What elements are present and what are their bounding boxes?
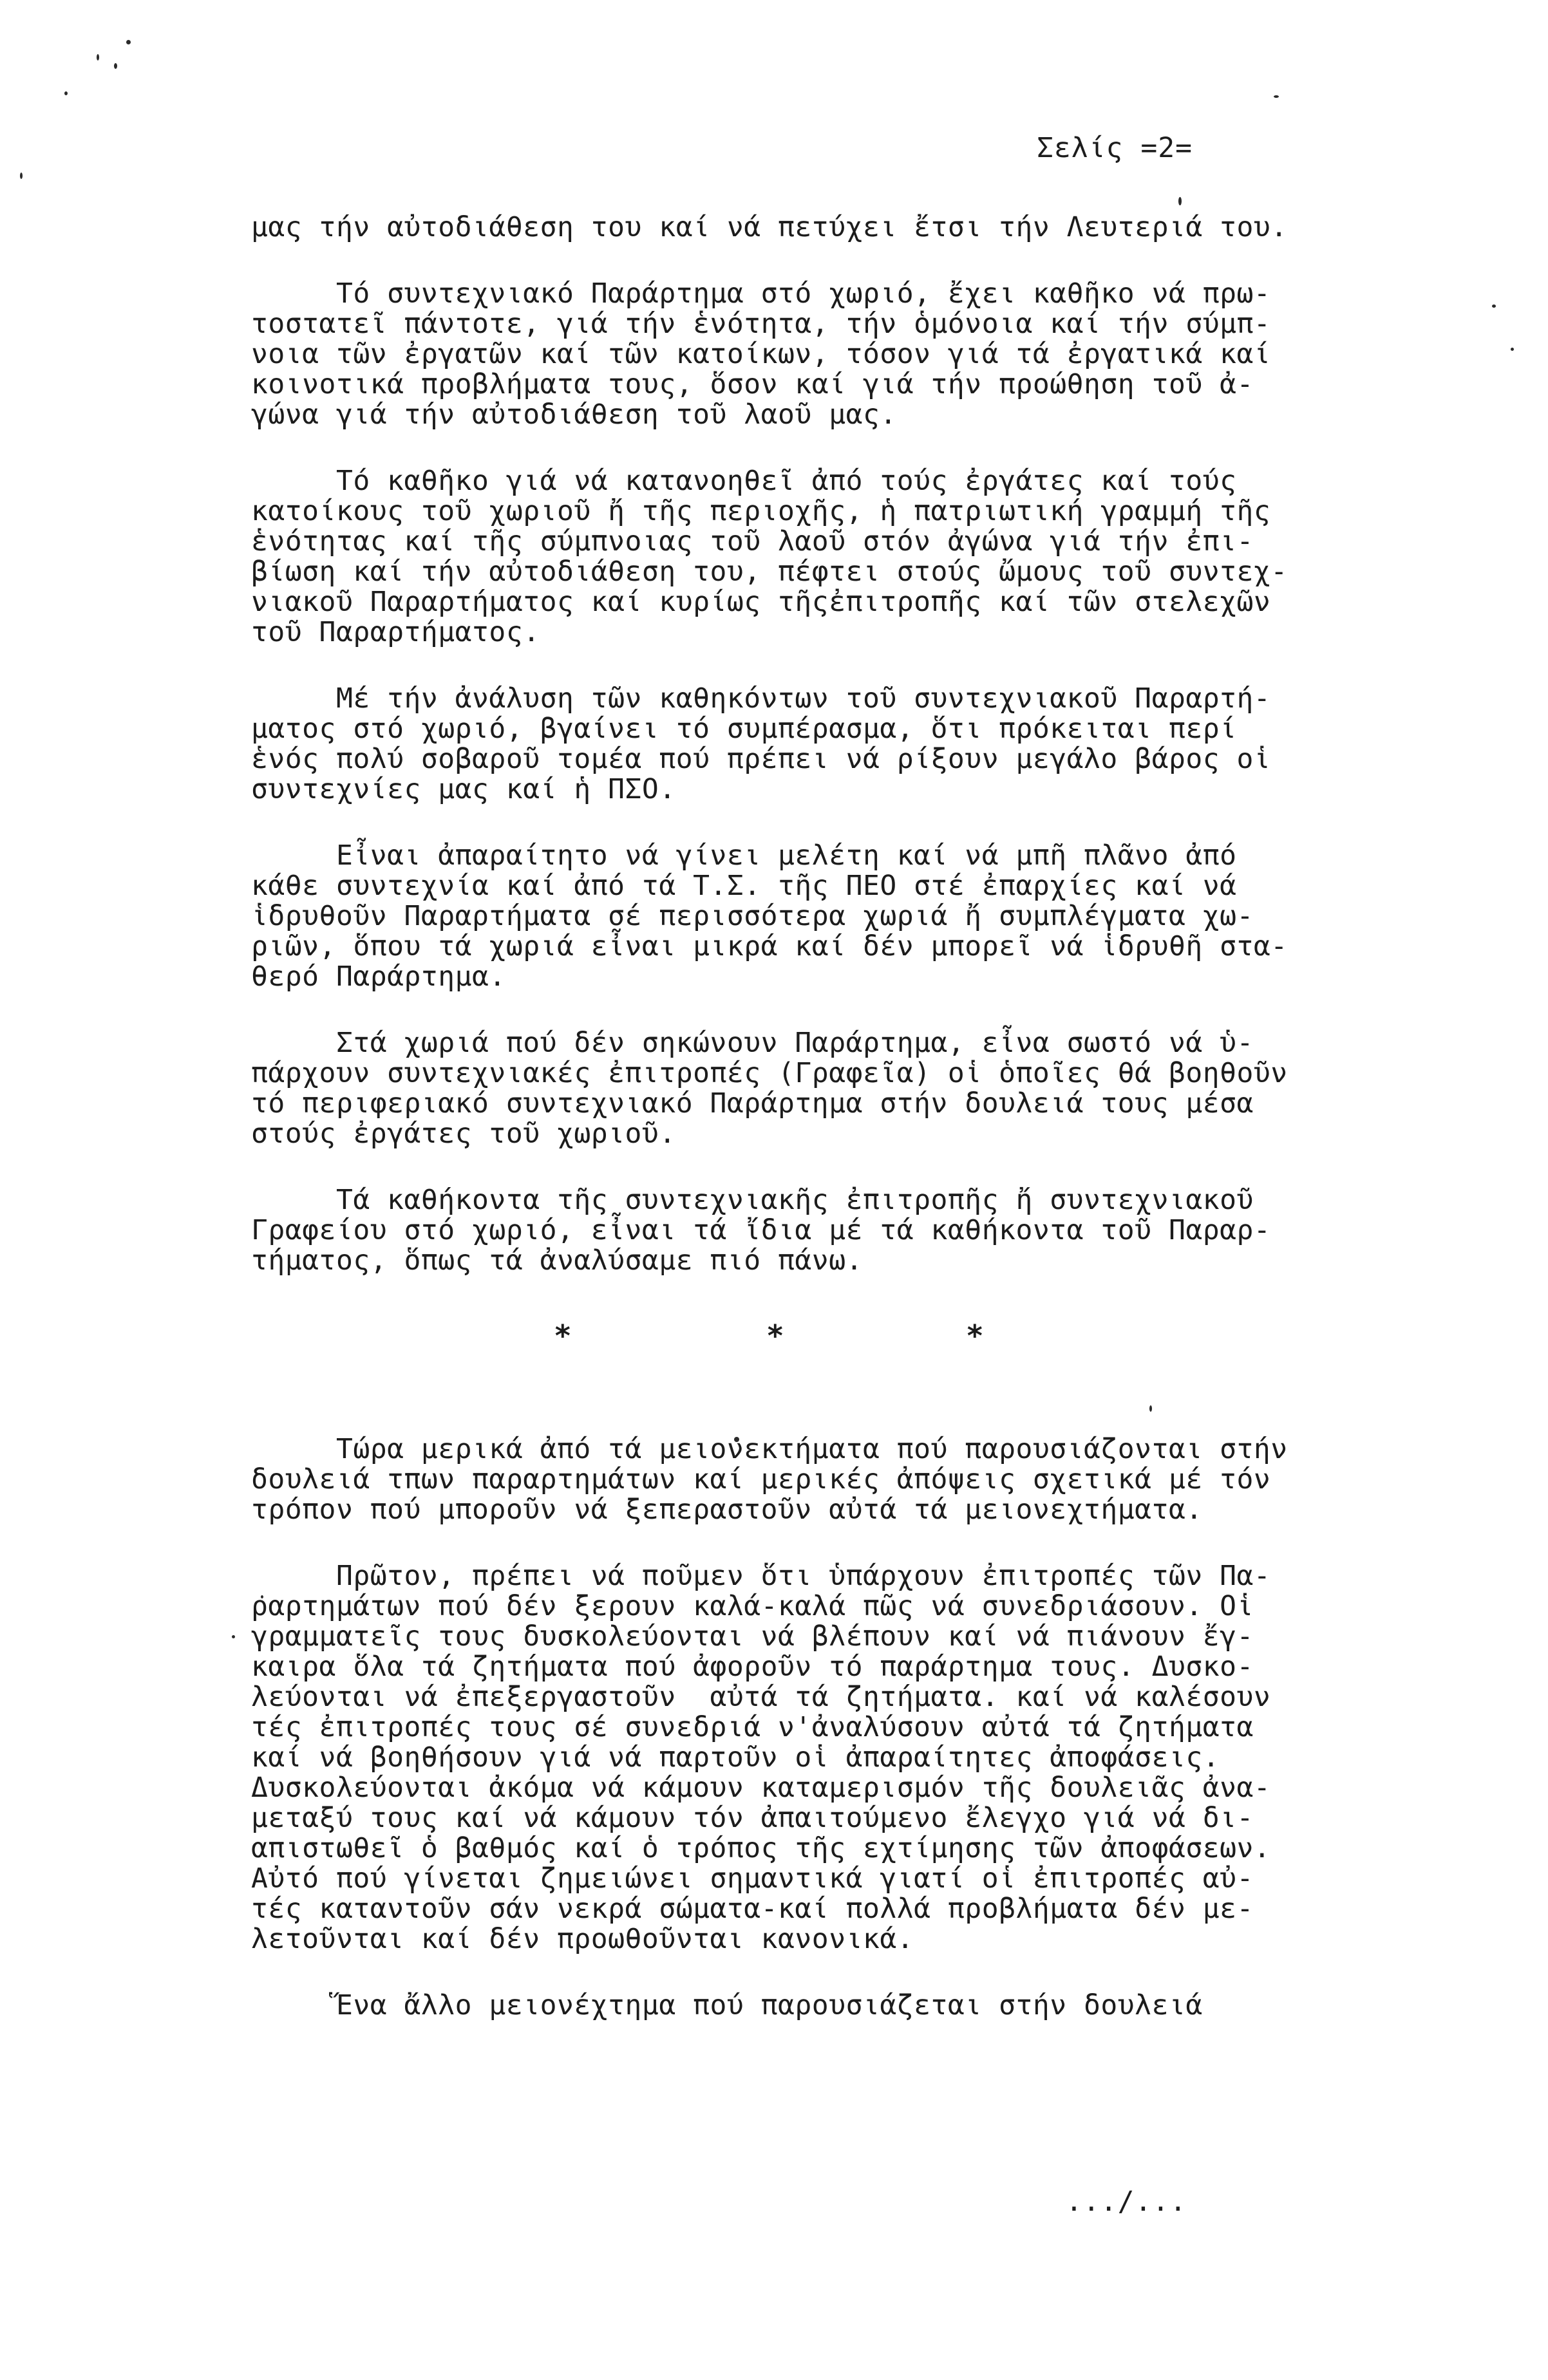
scan-speck <box>1178 197 1182 205</box>
text-line: νιακοῦ Παραρτήματος καί κυρίως τῆςἐπιτροπῆς καί τῶν στελεχῶν <box>251 586 1271 618</box>
text-line: λετοῦνται καί δέν προωθοῦνται κανονικά. <box>251 1923 914 1955</box>
text-line: κοινοτικά προβλήματα τους, ὅσον καί γιά τήν προώθηση τοῦ ἀ- <box>251 368 1254 400</box>
text-line: καιρα ὅλα τά ζητήματα πού ἀφοροῦν τό παράρτημα τους. Δυσκο- <box>251 1651 1254 1683</box>
text-line: ἑνός πολύ σοβαροῦ τομέα πού πρέπει νά ρίξουν μεγάλο βάρος οἱ <box>251 743 1271 775</box>
separator-asterisk: * <box>554 1318 572 1353</box>
body-text <box>251 212 1462 2057</box>
text-line: θερό Παράρτημα. <box>251 960 506 993</box>
text-line: συντεχνίες μας καί ἡ ΠΣΟ. <box>251 773 676 805</box>
text-line: τοστατεῖ πάντοτε, γιά τήν ἑνότητα, τήν ὁμόνοια καί τήν σύμπ- <box>251 308 1271 340</box>
scan-speck <box>1511 348 1514 351</box>
text-line: Δυσκολεύονται ἀκόμα νά κάμουν καταμερισμόν τῆς δουλειᾶς ἀνα- <box>251 1772 1271 1804</box>
paragraph-1 <box>251 212 1462 243</box>
section-separator <box>251 1312 1462 1409</box>
scan-speck <box>126 40 131 44</box>
page-number: Σελίς =2= <box>1037 132 1193 164</box>
text-line: νοια τῶν ἐργατῶν καί τῶν κατοίκων, τόσον γιά τά ἐργατικά καί <box>251 338 1271 370</box>
text-line: Τώρα μερικά ἀπό τά μειονεκτήματα πού παρουσιάζονται στήν <box>251 1433 1288 1465</box>
text-line: Αὐτό πού γίνεται ζημειώνει σημαντικά γιατί οἱ ἐπιτροπές αὐ- <box>251 1862 1254 1895</box>
text-line: ματος στό χωριό, βγαίνει τό συμπέρασμα, ὅτι πρόκειται περί <box>251 713 1237 745</box>
text-line: τές καταντοῦν σάν νεκρά σώματα-καί πολλά προβλήματα δέν με- <box>251 1893 1254 1925</box>
text-line: Πρῶτον, πρέπει νά ποῦμεν ὅτι ὑπάρχουν ἐπιτροπές τῶν Πα- <box>251 1560 1271 1592</box>
text-line: Γραφείου στό χωριό, εἶναι τά ἴδια μέ τά καθήκοντα τοῦ Παραρ- <box>251 1214 1271 1246</box>
text-line: ἱδρυθοῦν Παραρτήματα σέ περισσότερα χωριά ἤ συμπλέγματα χω- <box>251 900 1254 932</box>
text-line: τήματος, ὅπως τά ἀναλύσαμε πιό πάνω. <box>251 1244 863 1277</box>
paragraph-3 <box>251 466 1462 648</box>
text-line: ριῶν, ὅπου τά χωριά εἶναι μικρά καί δέν μπορεῖ νά ἱδρυθῆ στα- <box>251 930 1288 962</box>
separator-asterisk: * <box>966 1318 984 1353</box>
text-line: τές ἐπιτροπές τους σέ συνεδριά ν'ἀναλύσουν αὐτά τά ζητήματα <box>251 1711 1254 1743</box>
text-line: απιστωθεῖ ὁ βαθμός καί ὁ τρόπος τῆς εχτίμησης τῶν ἀποφάσεων. <box>251 1832 1271 1864</box>
text-line: δουλειά τπων παραρτημάτων καί μερικές ἀπόψεις σχετικά μέ τόν <box>251 1463 1271 1495</box>
scan-speck <box>20 173 23 179</box>
text-line: ἑνότητας καί τῆς σύμπνοιας τοῦ λαοῦ στόν ἀγώνα γιά τήν ἐπι- <box>251 525 1254 558</box>
text-line: Τό καθῆκο γιά νά κατανοηθεῖ ἀπό τούς ἐργάτες καί τούς <box>251 465 1237 497</box>
text-line: ραρτημάτων πού δέν ξερουν καλά-καλά πῶς νά συνεδριάσουν. Οἱ <box>251 1590 1254 1622</box>
text-line: στούς ἐργάτες τοῦ χωριοῦ. <box>251 1118 676 1150</box>
text-line: τοῦ Παραρτήματος. <box>251 616 540 648</box>
text-line: κατοίκους τοῦ χωριοῦ ἤ τῆς περιοχῆς, ἡ πατριωτική γραμμή τῆς <box>251 495 1271 527</box>
text-line: γραμματεῖς τους δυσκολεύονται νά βλέπουν καί νά πιάνουν ἔγ- <box>251 1620 1254 1653</box>
text-line: λεύονται νά ἐπεξεργαστοῦν αὐτά τά ζητήματα. καί νά καλέσουν <box>251 1681 1271 1713</box>
text-line: Εἶναι ἀπαραίτητο νά γίνει μελέτη καί νά μπῆ πλᾶνο ἀπό <box>251 839 1237 872</box>
text-line: μεταξύ τους καί νά κάμουν τόν ἀπαιτούμενο ἔλεγχο γιά νά δι- <box>251 1802 1254 1834</box>
paragraph-7 <box>251 1185 1462 1276</box>
text-line: κάθε συντεχνία καί ἀπό τά Τ.Σ. τῆς ΠΕΟ στέ ἐπαρχίες καί νά <box>251 870 1237 902</box>
text-line: Τά καθήκοντα τῆς συντεχνιακῆς ἐπιτροπῆς ἤ συντεχνιακοῦ <box>251 1184 1254 1216</box>
paragraph-10 <box>251 1991 1462 2021</box>
text-line: Στά χωριά πού δέν σηκώνουν Παράρτημα, εἶνα σωστό νά ὑ- <box>251 1027 1254 1059</box>
text-line: Μέ τήν ἀνάλυση τῶν καθηκόντων τοῦ συντεχνιακοῦ Παραρτή- <box>251 682 1271 715</box>
paragraph-9 <box>251 1561 1462 1954</box>
scan-speck <box>64 91 68 95</box>
scan-speck <box>114 63 117 69</box>
text-line: τό περιφεριακό συντεχνιακό Παράρτημα στήν δουλειά τους μέσα <box>251 1087 1254 1120</box>
paragraph-2 <box>251 279 1462 430</box>
paragraph-5 <box>251 841 1462 992</box>
text-line: τρόπον πού μποροῦν νά ξεπεραστοῦν αὐτά τά μειονεχτήματα. <box>251 1494 1203 1526</box>
paragraph-8 <box>251 1434 1462 1525</box>
scan-speck <box>97 54 99 61</box>
separator-asterisk: * <box>766 1318 784 1353</box>
text-line: Τό συντεχνιακό Παράρτημα στό χωριό, ἔχει καθῆκο νά πρω- <box>251 277 1271 310</box>
text-line: μας τήν αὐτοδιάθεση του καί νά πετύχει ἔτσι τήν Λευτεριά του. <box>251 211 1288 243</box>
scan-speck <box>1492 305 1496 308</box>
text-line: βίωση καί τήν αὐτοδιάθεση του, πέφτει στούς ὤμους τοῦ συντεχ- <box>251 556 1288 588</box>
text-line: γώνα γιά τήν αὐτοδιάθεση τοῦ λαοῦ μας. <box>251 398 897 431</box>
scan-speck <box>232 1635 235 1638</box>
paragraph-4 <box>251 684 1462 805</box>
text-line: Ἕνα ἄλλο μειονέχτημα πού παρουσιάζεται στήν δουλειά <box>251 1989 1203 2021</box>
continuation-mark: .../... <box>1066 2186 1187 2218</box>
text-line: πάρχουν συντεχνιακές ἐπιτροπές (Γραφεῖα) οἱ ὁποῖες θά βοηθοῦν <box>251 1057 1288 1089</box>
text-line: καί νά βοηθήσουν γιά νά παρτοῦν οἱ ἀπαραίτητες ἀποφάσεις. <box>251 1741 1220 1774</box>
paragraph-6 <box>251 1028 1462 1149</box>
scan-speck <box>1274 95 1279 98</box>
